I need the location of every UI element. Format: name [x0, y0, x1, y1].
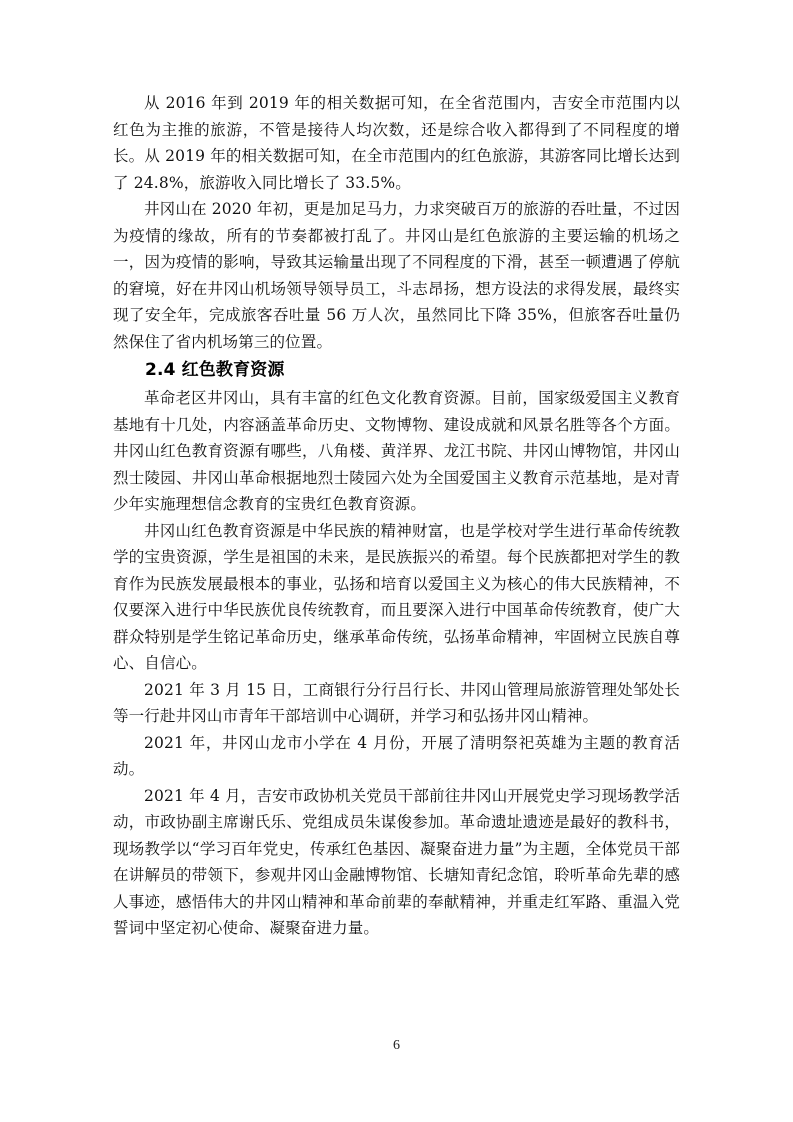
- page-number: 6: [393, 1038, 400, 1053]
- paragraph-spiritual-wealth: 井冈山红色教育资源是中华民族的精神财富，也是学校对学生进行革命传统教学的宝贵资源，学生是祖国的未来，是民族振兴的希望。每个民族都把对学生的教育作为民族发展最根本的事业，弘扬和培育以爱国主义为核心的伟大民族精神，不仅要深入进行中华民族优良传统教育，而且要深入进行中国革命传统教育，使广大群众特别是学生铭记革命历史，继承革命传统，弘扬革命精神，牢固树立民族自尊心、自信心。: [113, 521, 680, 672]
- section-heading: 2.4 红色教育资源: [145, 360, 285, 380]
- document-body: [113, 90, 680, 942]
- paragraph-bank-visit: 2021 年 3 月 15 日，工商银行分行吕行长、井冈山管理局旅游管理处邹处长等一行赴井冈山市青年干部培训中心调研，并学习和弘扬井冈山精神。: [113, 680, 680, 725]
- paragraph-cppcc-study: 2021 年 4 月，吉安市政协机关党员干部前往井冈山开展党史学习现场教学活动，市政协副主席谢氏乐、党组成员朱谋俊参加。革命遗址遗迹是最好的教科书，现场教学以“学习百年党史，传承红色基因、凝聚奋进力量”为主题，全体党员干部在讲解员的带领下，参观井冈山金融博物馆、长塘知青纪念馆，聆听革命先辈的感人事迹，感悟伟大的井冈山精神和革命前辈的奉献精神，并重走红军路、重温入党誓词中坚定初心使命、凝聚奋进力量。: [113, 786, 680, 937]
- paragraph-tourism-growth: 从 2016 年到 2019 年的相关数据可知，在全省范围内，吉安全市范围内以红色为主推的旅游，不管是接待人均次数，还是综合收入都得到了不同程度的增长。从 2019 年的相关数据可知，在全市范围内的红色旅游，其游客同比增长达到了 24.8%，旅游收入同比增长了 33.5%。: [113, 94, 680, 192]
- paragraph-school-activity: 2021 年，井冈山龙市小学在 4 月份，开展了清明祭祀英雄为主题的教育活动。: [113, 733, 680, 778]
- paragraph-jinggangshan-airport: 井冈山在 2020 年初，更是加足马力，力求突破百万的旅游的吞吐量，不过因为疫情的缘故，所有的节奏都被打乱了。井冈山是红色旅游的主要运输的机场之一，因为疫情的影响，导致其运输量出现了不同程度的下滑，甚至一顿遭遇了停航的窘境，好在井冈山机场领导领导员工，斗志昂扬，想方设法的求得发展，最终实现了安全年，完成旅客吞吐量 56 万人次，虽然同比下降 35%，但旅客吞吐量仍然保住了省内机场第三的位置。: [113, 200, 680, 351]
- paragraph-red-education-resources: 革命老区井冈山，具有丰富的红色文化教育资源。目前，国家级爱国主义教育基地有十几处，内容涵盖革命历史、文物博物、建设成就和风景名胜等各个方面。井冈山红色教育资源有哪些，八角楼、黄洋界、龙江书院、井冈山博物馆，井冈山烈士陵园、井冈山革命根据地烈士陵园六处为全国爱国主义教育示范基地，是对青少年实施理想信念教育的宝贵红色教育资源。: [113, 389, 680, 513]
